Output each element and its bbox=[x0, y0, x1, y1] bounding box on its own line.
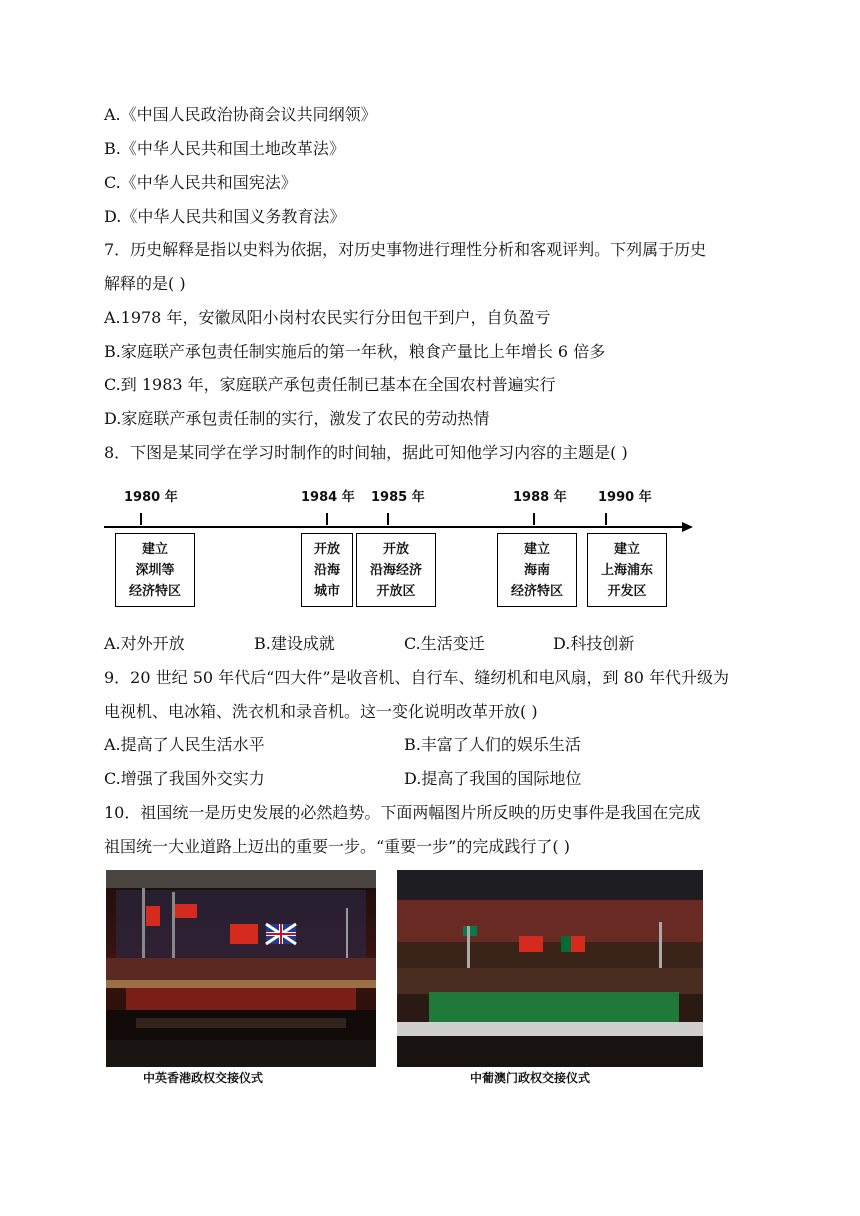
q9-option-b: B.丰富了人们的娱乐生活 bbox=[404, 735, 581, 754]
q6-option-c: C.《中华人民共和国宪法》 bbox=[104, 173, 297, 192]
hongkong-handover-photo bbox=[106, 870, 376, 1067]
q8-option-b: B.建设成就 bbox=[254, 634, 335, 653]
timeline-axis-arrow bbox=[104, 520, 694, 534]
q8-option-c: C.生活变迁 bbox=[404, 634, 485, 653]
timeline-event-1988: 建立 海南 经济特区 bbox=[497, 533, 577, 607]
q7-option-d: D.家庭联产承包责任制的实行，激发了农民的劳动热情 bbox=[104, 409, 490, 428]
q7-stem-line2: 解释的是( ) bbox=[104, 274, 186, 293]
timeline-year-1990: 1990 年 bbox=[598, 490, 652, 505]
q9-option-d: D.提高了我国的国际地位 bbox=[404, 769, 582, 788]
q6-option-a: A.《中国人民政治协商会议共同纲领》 bbox=[104, 105, 377, 124]
timeline-year-1985: 1985 年 bbox=[371, 490, 425, 505]
timeline-year-1988: 1988 年 bbox=[513, 490, 567, 505]
timeline-event-1980: 建立 深圳等 经济特区 bbox=[115, 533, 195, 607]
timeline-event-1985: 开放 沿海经济 开放区 bbox=[356, 533, 436, 607]
timeline-event-1984: 开放 沿海 城市 bbox=[301, 533, 353, 607]
q9-option-a: A.提高了人民生活水平 bbox=[104, 735, 265, 754]
q6-option-d: D.《中华人民共和国义务教育法》 bbox=[104, 207, 346, 226]
timeline-event-1990: 建立 上海浦东 开发区 bbox=[587, 533, 667, 607]
q7-option-a: A.1978 年，安徽凤阳小岗村农民实行分田包干到户，自负盈亏 bbox=[104, 308, 551, 327]
q10-stem-line2: 祖国统一大业道路上迈出的重要一步。“重要一步”的完成践行了( ) bbox=[104, 837, 570, 856]
q7-stem-line1: 7．历史解释是指以史料为依据，对历史事物进行理性分析和客观评判。下列属于历史 bbox=[104, 240, 707, 259]
q7-option-b: B.家庭联产承包责任制实施后的第一年秋，粮食产量比上年增长 6 倍多 bbox=[104, 342, 606, 361]
timeline-year-1984: 1984 年 bbox=[301, 490, 355, 505]
q8-option-a: A.对外开放 bbox=[104, 634, 185, 653]
q7-option-c: C.到 1983 年，家庭联产承包责任制已基本在全国农村普遍实行 bbox=[104, 375, 556, 394]
q8-option-d: D.科技创新 bbox=[553, 634, 635, 653]
q9-option-c: C.增强了我国外交实力 bbox=[104, 769, 265, 788]
q8-stem: 8．下图是某同学在学习时制作的时间轴，据此可知他学习内容的主题是( ) bbox=[104, 443, 628, 462]
q10-stem-line1: 10．祖国统一是历史发展的必然趋势。下面两幅图片所反映的历史事件是我国在完成 bbox=[104, 803, 701, 822]
macau-handover-caption: 中葡澳门政权交接仪式 bbox=[470, 1071, 591, 1085]
q6-option-b: B.《中华人民共和国土地改革法》 bbox=[104, 139, 345, 158]
hongkong-handover-caption: 中英香港政权交接仪式 bbox=[143, 1071, 264, 1085]
timeline-year-1980: 1980 年 bbox=[124, 490, 178, 505]
q9-stem-line1: 9．20 世纪 50 年代后“四大件”是收音机、自行车、缝纫机和电风扇，到 80 年代升级为 bbox=[104, 668, 730, 687]
macau-handover-photo bbox=[397, 870, 703, 1067]
q9-stem-line2: 电视机、电冰箱、洗衣机和录音机。这一变化说明改革开放( ) bbox=[104, 702, 538, 721]
